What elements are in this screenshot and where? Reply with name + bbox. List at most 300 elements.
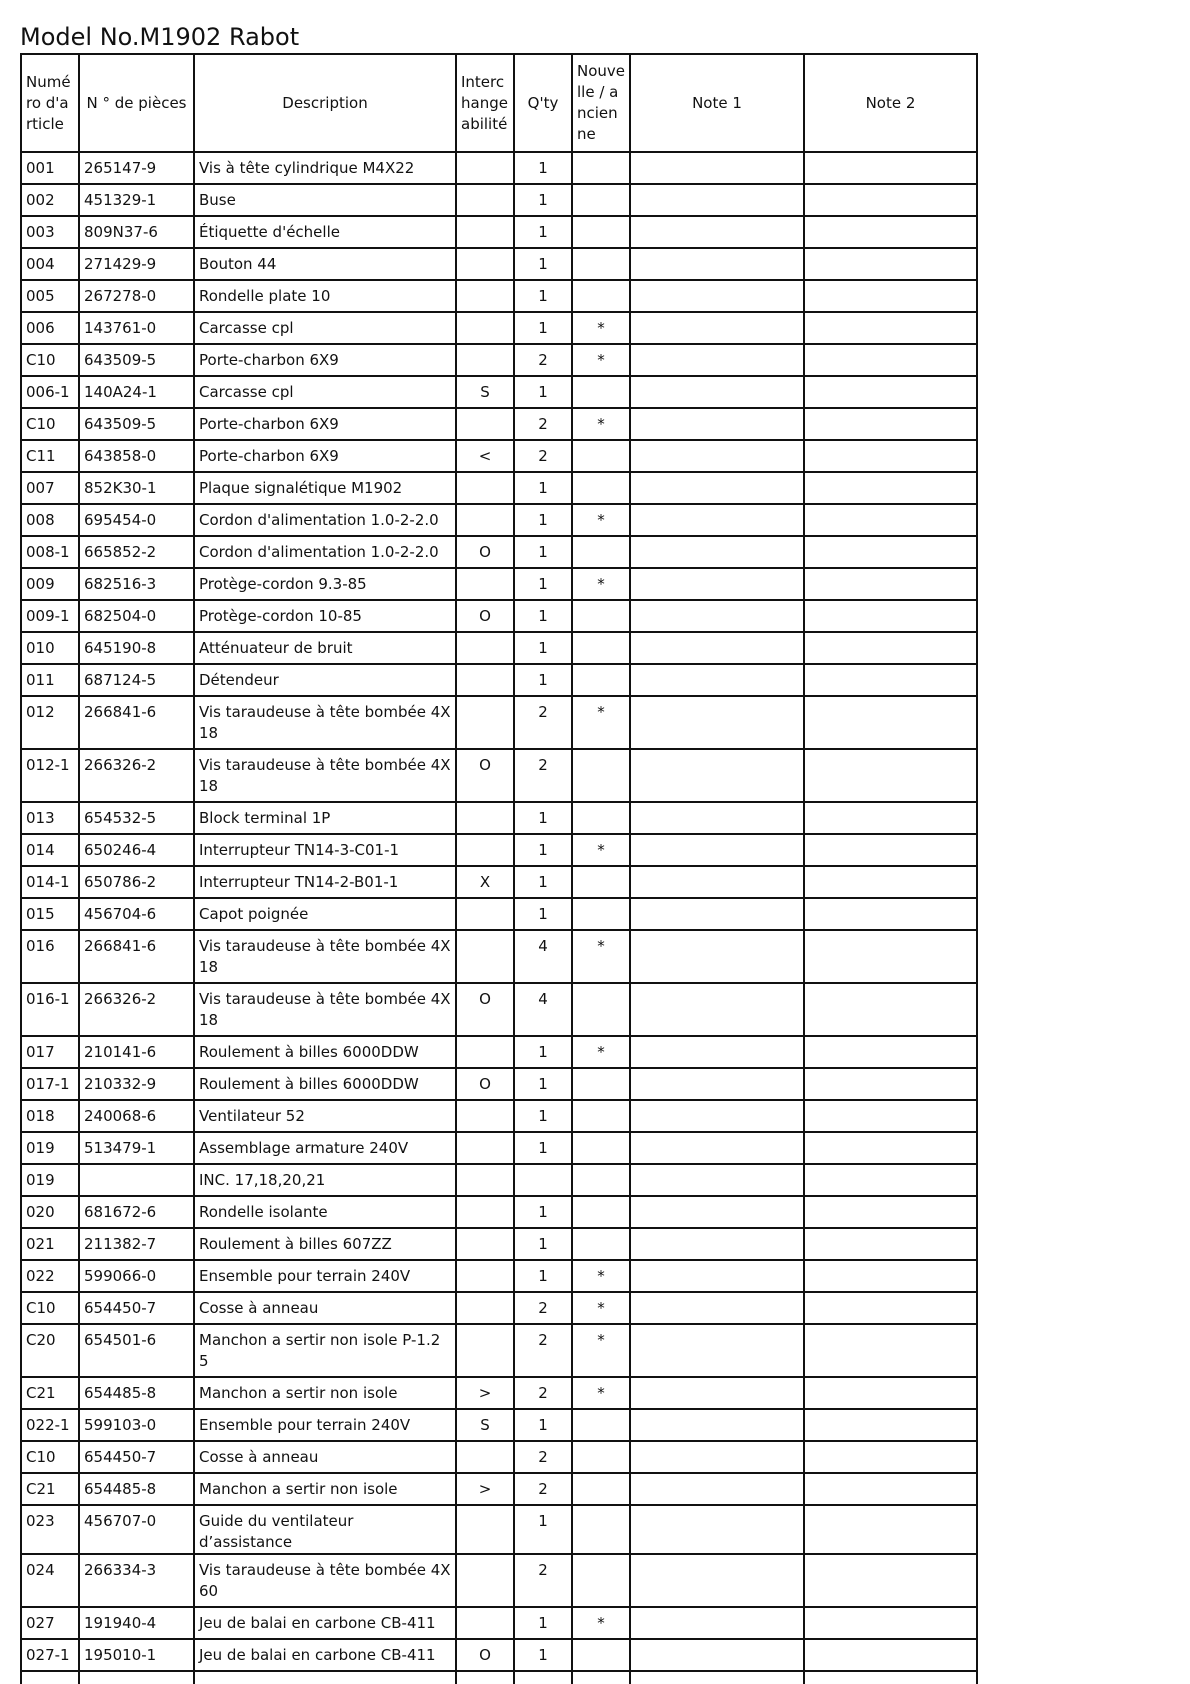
cell-note-2: [804, 152, 977, 184]
cell-note-1: [630, 1068, 804, 1100]
cell-interchangeability: [456, 472, 514, 504]
cell-description: Interrupteur TN14-2-B01-1: [194, 866, 456, 898]
table-row: [21, 1505, 977, 1554]
cell-note-1: [630, 504, 804, 536]
cell-note-1: [630, 632, 804, 664]
cell-description: Porte-charbon 6X9: [194, 408, 456, 440]
table-row: [21, 536, 977, 568]
cell-interchangeability: [456, 152, 514, 184]
cell-part-number: [79, 1164, 194, 1196]
cell-quantity: 1: [514, 802, 572, 834]
cell-empty: [79, 1671, 194, 1684]
cell-quantity: 1: [514, 898, 572, 930]
table-row: [21, 983, 977, 1036]
table-row: [21, 898, 977, 930]
cell-note-1: [630, 1639, 804, 1671]
cell-note-2: [804, 866, 977, 898]
cell-note-1: [630, 376, 804, 408]
table-row: [21, 1196, 977, 1228]
cell-new-old: *: [572, 1036, 630, 1068]
table-row: [21, 632, 977, 664]
cell-item-number: 008: [21, 504, 79, 536]
cell-description: Plaque signalétique M1902: [194, 472, 456, 504]
cell-new-old: [572, 1164, 630, 1196]
cell-part-number: 809N37-6: [79, 216, 194, 248]
cell-empty: [456, 1671, 514, 1684]
header-description: Description: [194, 54, 456, 152]
cell-item-number: 009: [21, 568, 79, 600]
table-row: [21, 376, 977, 408]
cell-part-number: 267278-0: [79, 280, 194, 312]
cell-note-1: [630, 1292, 804, 1324]
cell-quantity: 1: [514, 1036, 572, 1068]
cell-note-2: [804, 1409, 977, 1441]
cell-note-2: [804, 1068, 977, 1100]
cell-part-number: 271429-9: [79, 248, 194, 280]
cell-interchangeability: [456, 1196, 514, 1228]
cell-item-number: C10: [21, 1292, 79, 1324]
cell-item-number: 016-1: [21, 983, 79, 1036]
cell-quantity: 1: [514, 834, 572, 866]
cell-empty: [21, 1671, 79, 1684]
cell-item-number: 008-1: [21, 536, 79, 568]
cell-interchangeability: O: [456, 983, 514, 1036]
cell-interchangeability: [456, 312, 514, 344]
cell-new-old: *: [572, 568, 630, 600]
table-row: [21, 600, 977, 632]
cell-note-2: [804, 664, 977, 696]
cell-new-old: [572, 1228, 630, 1260]
cell-item-number: 006-1: [21, 376, 79, 408]
cell-interchangeability: [456, 1132, 514, 1164]
cell-part-number: 654485-8: [79, 1377, 194, 1409]
cell-note-2: [804, 1607, 977, 1639]
table-row: [21, 749, 977, 802]
cell-new-old: [572, 184, 630, 216]
cell-new-old: *: [572, 504, 630, 536]
cell-quantity: 1: [514, 866, 572, 898]
cell-quantity: 2: [514, 1324, 572, 1377]
cell-quantity: 2: [514, 1554, 572, 1607]
cell-quantity: 2: [514, 344, 572, 376]
table-row: [21, 1292, 977, 1324]
cell-item-number: 006: [21, 312, 79, 344]
cell-note-2: [804, 1554, 977, 1607]
cell-new-old: [572, 802, 630, 834]
cell-note-1: [630, 536, 804, 568]
cell-description: Guide du ventilateur d’assistance: [194, 1505, 456, 1554]
cell-empty: [194, 1671, 456, 1684]
cell-note-1: [630, 983, 804, 1036]
cell-new-old: *: [572, 408, 630, 440]
cell-description: Roulement à billes 6000DDW: [194, 1068, 456, 1100]
table-row: [21, 184, 977, 216]
cell-note-2: [804, 408, 977, 440]
cell-new-old: *: [572, 696, 630, 749]
cell-description: Cosse à anneau: [194, 1292, 456, 1324]
header-note-2: Note 2: [804, 54, 977, 152]
cell-note-1: [630, 216, 804, 248]
cell-interchangeability: O: [456, 749, 514, 802]
cell-quantity: 1: [514, 536, 572, 568]
cell-part-number: 266841-6: [79, 930, 194, 983]
cell-note-1: [630, 152, 804, 184]
cell-note-2: [804, 1441, 977, 1473]
cell-note-1: [630, 1228, 804, 1260]
cell-note-1: [630, 344, 804, 376]
cell-part-number: 240068-6: [79, 1100, 194, 1132]
table-row: [21, 1441, 977, 1473]
cell-item-number: 015: [21, 898, 79, 930]
cell-note-2: [804, 1132, 977, 1164]
cell-new-old: [572, 248, 630, 280]
cell-quantity: 1: [514, 1260, 572, 1292]
cell-note-2: [804, 344, 977, 376]
cell-note-2: [804, 184, 977, 216]
cell-part-number: 681672-6: [79, 1196, 194, 1228]
cell-item-number: 007: [21, 472, 79, 504]
cell-interchangeability: [456, 568, 514, 600]
cell-description: Protège-cordon 10-85: [194, 600, 456, 632]
cell-note-1: [630, 1100, 804, 1132]
cell-note-1: [630, 1409, 804, 1441]
cell-description: Buse: [194, 184, 456, 216]
cell-part-number: 682504-0: [79, 600, 194, 632]
cell-quantity: 1: [514, 1196, 572, 1228]
cell-item-number: 017-1: [21, 1068, 79, 1100]
cell-new-old: [572, 1132, 630, 1164]
cell-description: Manchon a sertir non isole: [194, 1473, 456, 1505]
table-row: [21, 216, 977, 248]
cell-description: Block terminal 1P: [194, 802, 456, 834]
cell-quantity: 2: [514, 440, 572, 472]
cell-note-2: [804, 1639, 977, 1671]
cell-interchangeability: [456, 1607, 514, 1639]
cell-part-number: 650786-2: [79, 866, 194, 898]
cell-new-old: [572, 664, 630, 696]
cell-note-2: [804, 632, 977, 664]
cell-description: Carcasse cpl: [194, 376, 456, 408]
cell-note-1: [630, 568, 804, 600]
cell-interchangeability: [456, 280, 514, 312]
cell-note-2: [804, 280, 977, 312]
cell-note-1: [630, 1164, 804, 1196]
cell-item-number: 024: [21, 1554, 79, 1607]
table-row: [21, 472, 977, 504]
cell-description: Carcasse cpl: [194, 312, 456, 344]
cell-item-number: 004: [21, 248, 79, 280]
cell-part-number: 266841-6: [79, 696, 194, 749]
cell-new-old: [572, 280, 630, 312]
cell-quantity: 1: [514, 248, 572, 280]
header-item-number: Numéro d'article: [21, 54, 79, 152]
cell-note-1: [630, 1505, 804, 1554]
cell-part-number: 195010-1: [79, 1639, 194, 1671]
cell-part-number: 266334-3: [79, 1554, 194, 1607]
cell-item-number: C21: [21, 1473, 79, 1505]
cell-interchangeability: [456, 504, 514, 536]
cell-quantity: 2: [514, 1441, 572, 1473]
cell-new-old: *: [572, 1607, 630, 1639]
cell-quantity: 1: [514, 216, 572, 248]
cell-part-number: 643858-0: [79, 440, 194, 472]
cell-item-number: C21: [21, 1377, 79, 1409]
cell-description: Bouton 44: [194, 248, 456, 280]
cell-description: Protège-cordon 9.3-85: [194, 568, 456, 600]
cell-description: Rondelle isolante: [194, 1196, 456, 1228]
cell-item-number: 022: [21, 1260, 79, 1292]
cell-note-1: [630, 248, 804, 280]
cell-quantity: 1: [514, 1228, 572, 1260]
cell-part-number: 645190-8: [79, 632, 194, 664]
cell-item-number: 014: [21, 834, 79, 866]
cell-note-1: [630, 898, 804, 930]
cell-note-1: [630, 1036, 804, 1068]
cell-description: Vis taraudeuse à tête bombée 4X 18: [194, 930, 456, 983]
table-row: [21, 280, 977, 312]
cell-description: Roulement à billes 607ZZ: [194, 1228, 456, 1260]
cell-note-2: [804, 1036, 977, 1068]
header-interchangeability: Interchangeabilité: [456, 54, 514, 152]
cell-interchangeability: S: [456, 376, 514, 408]
table-row: [21, 312, 977, 344]
cell-new-old: [572, 536, 630, 568]
cell-new-old: [572, 216, 630, 248]
cell-new-old: [572, 1100, 630, 1132]
cell-description: Ensemble pour terrain 240V: [194, 1409, 456, 1441]
cell-note-2: [804, 930, 977, 983]
cell-note-2: [804, 1292, 977, 1324]
cell-description: Vis taraudeuse à tête bombée 4X 18: [194, 983, 456, 1036]
cell-new-old: [572, 1409, 630, 1441]
cell-quantity: 1: [514, 152, 572, 184]
table-row: [21, 1260, 977, 1292]
cell-part-number: 643509-5: [79, 408, 194, 440]
cell-new-old: [572, 1639, 630, 1671]
cell-quantity: 1: [514, 1639, 572, 1671]
cell-part-number: 687124-5: [79, 664, 194, 696]
cell-part-number: 654450-7: [79, 1441, 194, 1473]
table-row: [21, 1554, 977, 1607]
table-row: [21, 1164, 977, 1196]
table-row: [21, 344, 977, 376]
cell-note-2: [804, 248, 977, 280]
cell-note-1: [630, 600, 804, 632]
cell-new-old: [572, 1554, 630, 1607]
cell-note-2: [804, 216, 977, 248]
parts-table: [20, 53, 978, 1684]
cell-new-old: [572, 749, 630, 802]
cell-quantity: 1: [514, 632, 572, 664]
cell-description: Jeu de balai en carbone CB-411: [194, 1639, 456, 1671]
cell-description: Cosse à anneau: [194, 1441, 456, 1473]
cell-empty: [630, 1671, 804, 1684]
cell-quantity: 1: [514, 600, 572, 632]
cell-item-number: 003: [21, 216, 79, 248]
table-row: [21, 1036, 977, 1068]
cell-part-number: 643509-5: [79, 344, 194, 376]
table-row: [21, 1409, 977, 1441]
cell-description: Atténuateur de bruit: [194, 632, 456, 664]
cell-interchangeability: O: [456, 1639, 514, 1671]
cell-part-number: 140A24-1: [79, 376, 194, 408]
cell-new-old: *: [572, 312, 630, 344]
cell-interchangeability: [456, 930, 514, 983]
cell-part-number: 682516-3: [79, 568, 194, 600]
cell-new-old: [572, 1068, 630, 1100]
cell-note-2: [804, 376, 977, 408]
cell-quantity: 1: [514, 1132, 572, 1164]
cell-item-number: 019: [21, 1164, 79, 1196]
cell-interchangeability: O: [456, 536, 514, 568]
cell-description: Ventilateur 52: [194, 1100, 456, 1132]
cell-part-number: 210141-6: [79, 1036, 194, 1068]
cell-note-2: [804, 1164, 977, 1196]
cell-item-number: 018: [21, 1100, 79, 1132]
cell-interchangeability: [456, 1228, 514, 1260]
cell-description: Cordon d'alimentation 1.0-2-2.0: [194, 504, 456, 536]
header-new-old: Nouvelle / ancienne: [572, 54, 630, 152]
cell-quantity: 1: [514, 1068, 572, 1100]
cell-empty: [572, 1671, 630, 1684]
cell-new-old: *: [572, 1292, 630, 1324]
cell-item-number: 012-1: [21, 749, 79, 802]
cell-empty: [804, 1671, 977, 1684]
cell-interchangeability: [456, 1036, 514, 1068]
cell-interchangeability: [456, 632, 514, 664]
cell-note-1: [630, 1554, 804, 1607]
cell-new-old: [572, 1196, 630, 1228]
cell-interchangeability: [456, 1100, 514, 1132]
cell-part-number: 456704-6: [79, 898, 194, 930]
cell-quantity: 1: [514, 504, 572, 536]
cell-description: Vis taraudeuse à tête bombée 4X 18: [194, 749, 456, 802]
cell-part-number: 513479-1: [79, 1132, 194, 1164]
cell-note-1: [630, 472, 804, 504]
cell-note-1: [630, 802, 804, 834]
table-row: [21, 664, 977, 696]
cell-new-old: *: [572, 1324, 630, 1377]
cell-new-old: [572, 600, 630, 632]
cell-note-1: [630, 408, 804, 440]
cell-note-2: [804, 1473, 977, 1505]
cell-new-old: [572, 983, 630, 1036]
cell-note-1: [630, 1607, 804, 1639]
cell-part-number: 451329-1: [79, 184, 194, 216]
cell-note-2: [804, 1100, 977, 1132]
cell-note-2: [804, 312, 977, 344]
page-title: Model No.M1902 Rabot: [20, 23, 300, 51]
cell-description: Interrupteur TN14-3-C01-1: [194, 834, 456, 866]
cell-item-number: 017: [21, 1036, 79, 1068]
cell-part-number: 265147-9: [79, 152, 194, 184]
cell-quantity: 2: [514, 1473, 572, 1505]
table-row: [21, 1377, 977, 1409]
cell-note-2: [804, 504, 977, 536]
cell-note-1: [630, 1377, 804, 1409]
cell-description: Vis à tête cylindrique M4X22: [194, 152, 456, 184]
cell-interchangeability: S: [456, 1409, 514, 1441]
cell-interchangeability: O: [456, 600, 514, 632]
cell-note-1: [630, 312, 804, 344]
cell-new-old: [572, 898, 630, 930]
cell-note-1: [630, 866, 804, 898]
cell-new-old: [572, 866, 630, 898]
cell-note-2: [804, 749, 977, 802]
table-row: [21, 1132, 977, 1164]
cell-item-number: 009-1: [21, 600, 79, 632]
cell-note-1: [630, 1260, 804, 1292]
cell-note-1: [630, 1324, 804, 1377]
cell-quantity: 4: [514, 983, 572, 1036]
header-row: [21, 54, 977, 152]
cell-quantity: 1: [514, 568, 572, 600]
header-part-number: N ° de pièces: [79, 54, 194, 152]
cell-interchangeability: [456, 1292, 514, 1324]
cell-interchangeability: O: [456, 1068, 514, 1100]
cell-note-2: [804, 898, 977, 930]
header-note-1: Note 1: [630, 54, 804, 152]
cell-new-old: [572, 1473, 630, 1505]
header-quantity: Q'ty: [514, 54, 572, 152]
cell-item-number: 022-1: [21, 1409, 79, 1441]
cell-item-number: C10: [21, 344, 79, 376]
cell-note-2: [804, 696, 977, 749]
cell-description: Porte-charbon 6X9: [194, 440, 456, 472]
cell-description: Porte-charbon 6X9: [194, 344, 456, 376]
cell-description: Cordon d'alimentation 1.0-2-2.0: [194, 536, 456, 568]
cell-quantity: 1: [514, 376, 572, 408]
cell-part-number: 599066-0: [79, 1260, 194, 1292]
cell-new-old: [572, 632, 630, 664]
cell-quantity: 2: [514, 408, 572, 440]
cell-quantity: 2: [514, 1292, 572, 1324]
cell-note-1: [630, 930, 804, 983]
cell-note-1: [630, 440, 804, 472]
cell-interchangeability: [456, 664, 514, 696]
cell-item-number: 005: [21, 280, 79, 312]
cell-interchangeability: [456, 1260, 514, 1292]
cell-new-old: [572, 1505, 630, 1554]
cell-note-2: [804, 1377, 977, 1409]
cell-item-number: 011: [21, 664, 79, 696]
cell-part-number: 143761-0: [79, 312, 194, 344]
cell-item-number: 020: [21, 1196, 79, 1228]
cell-note-1: [630, 1196, 804, 1228]
cell-quantity: 1: [514, 472, 572, 504]
cell-part-number: 654501-6: [79, 1324, 194, 1377]
cell-interchangeability: <: [456, 440, 514, 472]
cell-note-2: [804, 472, 977, 504]
cell-description: Manchon a sertir non isole: [194, 1377, 456, 1409]
cell-part-number: 650246-4: [79, 834, 194, 866]
cell-item-number: 001: [21, 152, 79, 184]
cell-quantity: 1: [514, 1409, 572, 1441]
cell-part-number: 266326-2: [79, 749, 194, 802]
cell-interchangeability: [456, 344, 514, 376]
cell-quantity: 1: [514, 1607, 572, 1639]
cell-description: Vis taraudeuse à tête bombée 4X 18: [194, 696, 456, 749]
cell-part-number: 654532-5: [79, 802, 194, 834]
cell-interchangeability: [456, 1441, 514, 1473]
cell-description: Assemblage armature 240V: [194, 1132, 456, 1164]
cell-interchangeability: [456, 1164, 514, 1196]
cell-part-number: 852K30-1: [79, 472, 194, 504]
cell-interchangeability: [456, 1505, 514, 1554]
cell-part-number: 665852-2: [79, 536, 194, 568]
table-row: [21, 440, 977, 472]
cell-note-1: [630, 1473, 804, 1505]
